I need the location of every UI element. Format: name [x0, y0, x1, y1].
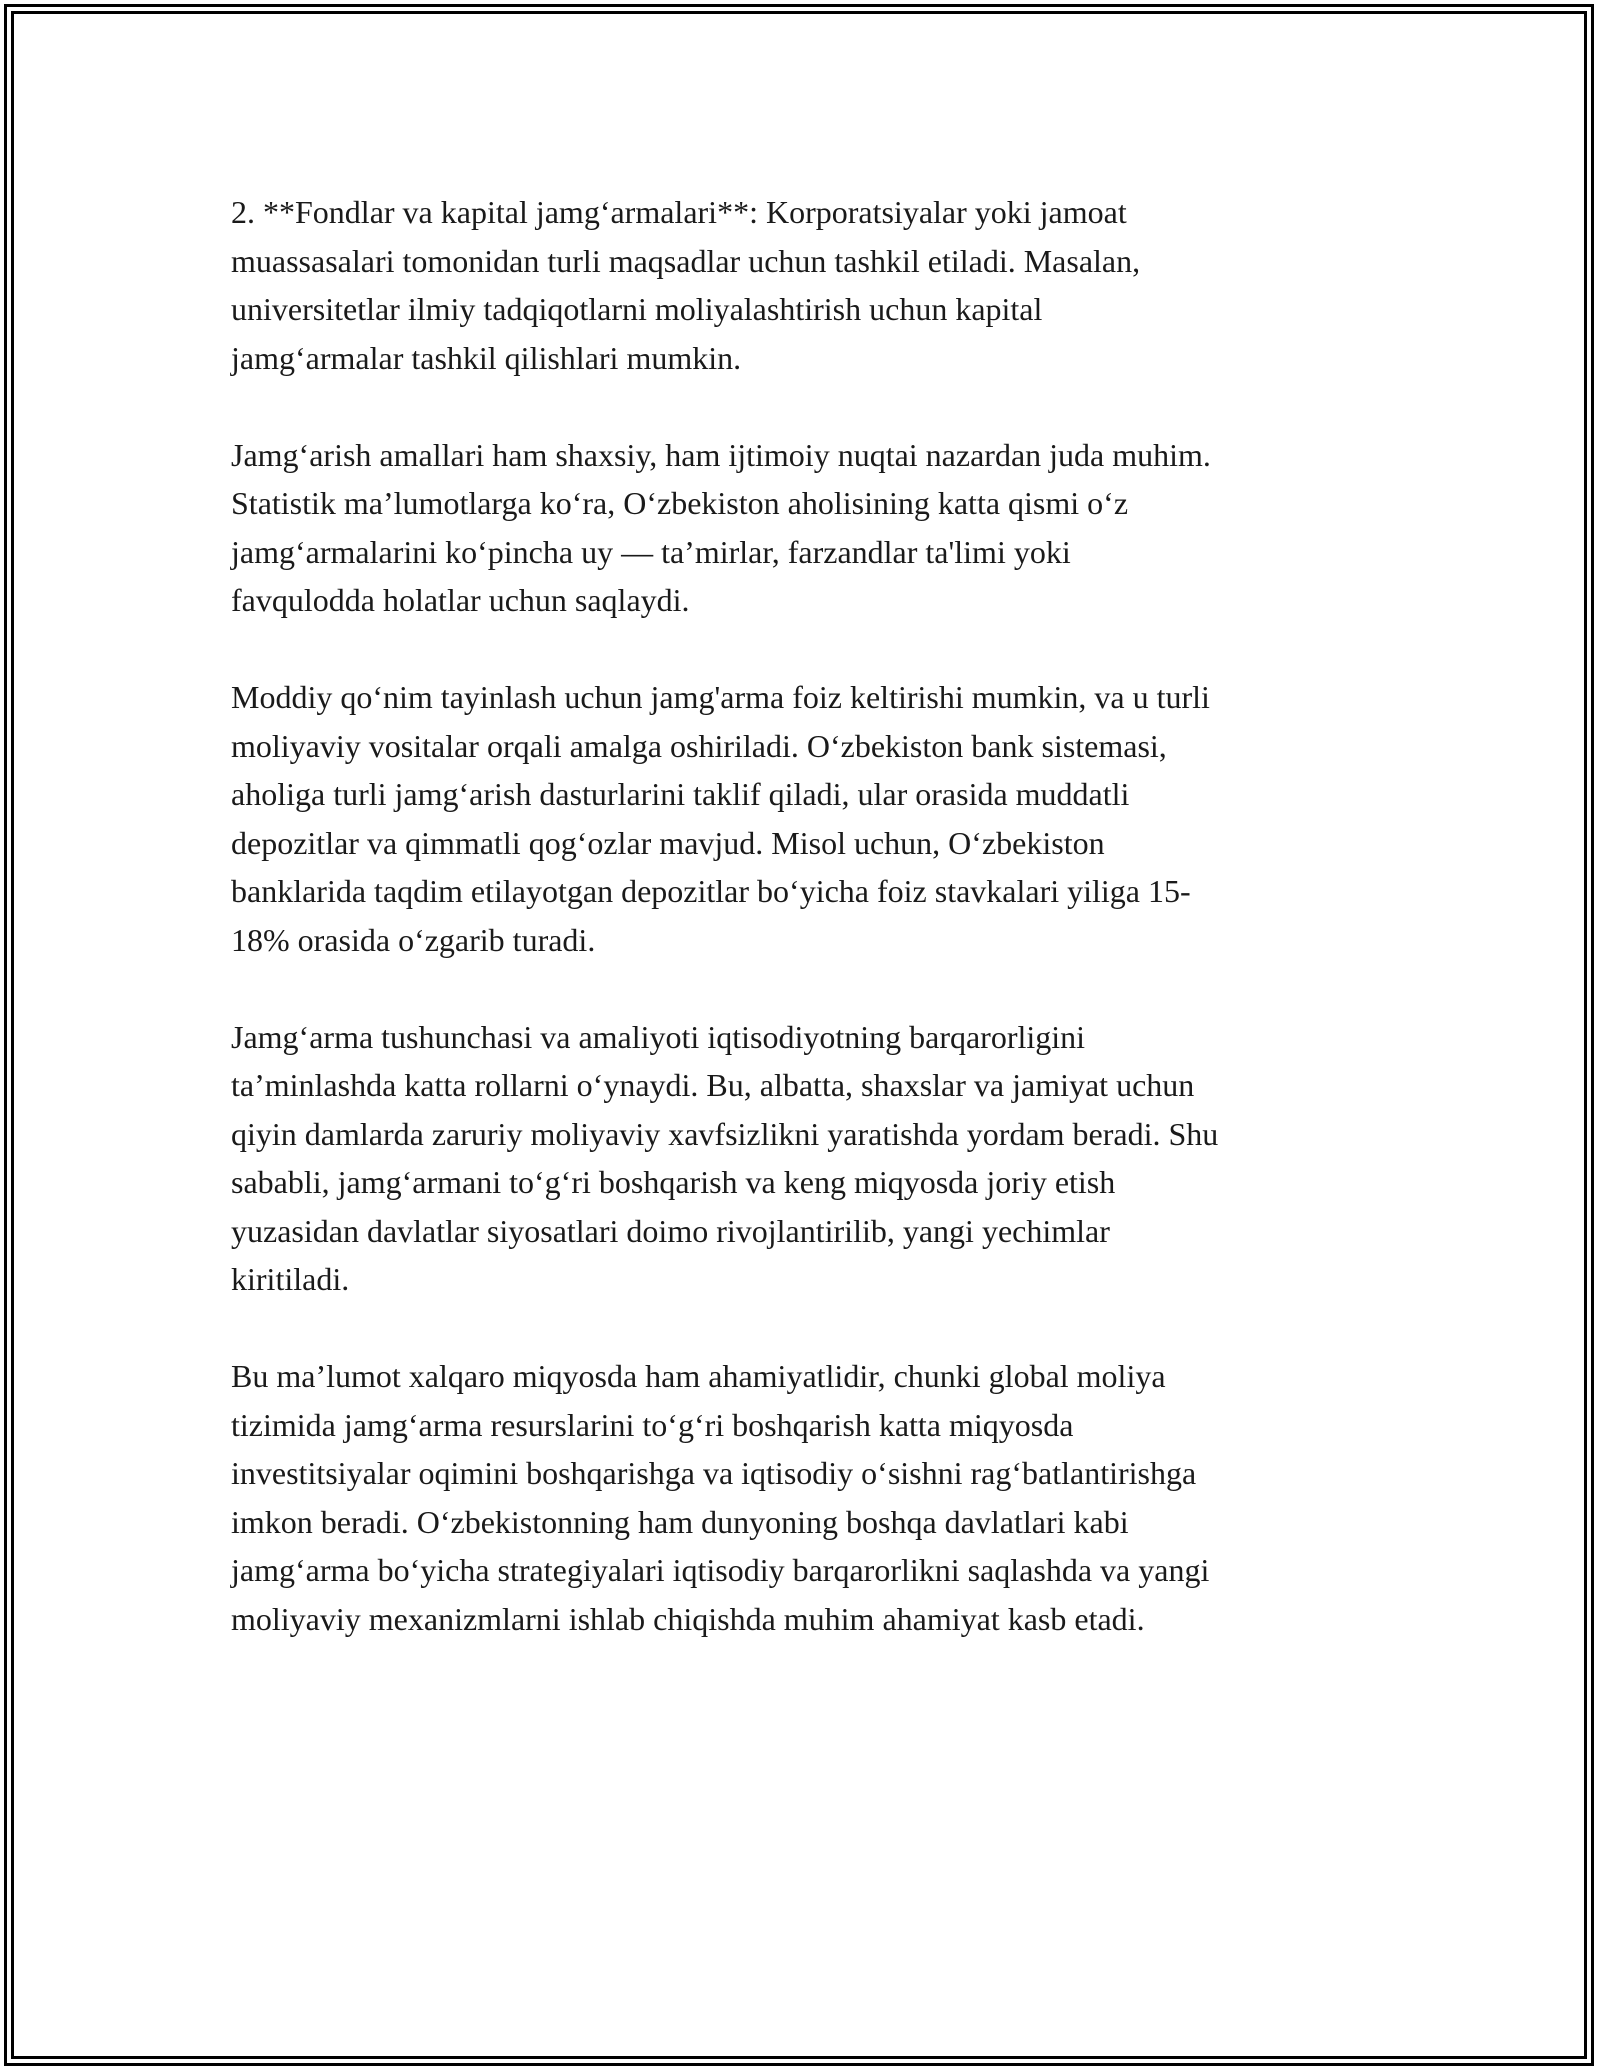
text-line: 18% orasida o‘zgarib turadi. — [231, 921, 596, 958]
text-line: banklarida taqdim etilayotgan depozitlar bo‘yicha foiz stavkalari yiliga 15- — [231, 873, 1191, 909]
paragraph-funds-and-endowments — [231, 188, 1381, 382]
text-line: jamg‘armalarini ko‘pincha uy — ta’mirlar, farzandlar ta'limi yoki — [231, 533, 1071, 570]
paragraph-deposits-and-interest — [231, 673, 1381, 964]
text-line: 2. **Fondlar va kapital jamg‘armalari**: Korporatsiyalar yoki jamoat — [231, 194, 1127, 230]
paragraph-economic-stability — [231, 1013, 1381, 1304]
text-line: investitsiyalar oqimini boshqarishga va iqtisodiy o‘sishni rag‘batlantirishga — [231, 1455, 1197, 1491]
text-line: ta’minlashda katta rollarni o‘ynaydi. Bu, albatta, shaxslar va jamiyat uchun — [231, 1067, 1195, 1103]
text-line: jamg‘arma bo‘yicha strategiyalari iqtisodiy barqarorlikni saqlashda va yangi — [231, 1552, 1210, 1588]
text-line: imkon beradi. O‘zbekistonning ham dunyoning boshqa davlatlari kabi — [231, 1503, 1129, 1540]
text-line: moliyaviy mexanizmlarni ishlab chiqishda muhim ahamiyat kasb etadi. — [231, 1600, 1145, 1637]
text-line: aholiga turli jamg‘arish dasturlarini taklif qiladi, ular orasida muddatli — [231, 776, 1130, 812]
text-line: Statistik ma’lumotlarga ko‘ra, O‘zbekiston aholisining katta qismi o‘z — [231, 485, 1129, 521]
document-body — [231, 188, 1381, 1643]
text-line: depozitlar va qimmatli qog‘ozlar mavjud. Misol uchun, O‘zbekiston — [231, 824, 1105, 861]
text-line: tizimida jamg‘arma resurslarini to‘g‘ri boshqarish katta miqyosda — [231, 1406, 1074, 1443]
text-line: kiritiladi. — [231, 1261, 350, 1297]
text-line: favqulodda holatlar uchun saqlaydi. — [231, 582, 690, 618]
paragraph-saving-importance — [231, 431, 1381, 625]
text-line: jamg‘armalar tashkil qilishlari mumkin. — [231, 339, 742, 376]
text-line: sababli, jamg‘armani to‘g‘ri boshqarish va keng miqyosda joriy etish — [231, 1164, 1116, 1200]
paragraph-international-significance — [231, 1352, 1381, 1643]
text-line: Jamg‘arma tushunchasi va amaliyoti iqtisodiyotning barqarorligini — [231, 1018, 1086, 1055]
text-line: qiyin damlarda zaruriy moliyaviy xavfsizlikni yaratishda yordam beradi. Shu — [231, 1115, 1219, 1152]
text-line: Bu ma’lumot xalqaro miqyosda ham ahamiyatlidir, chunki global moliya — [231, 1358, 1166, 1394]
text-line: moliyaviy vositalar orqali amalga oshiriladi. O‘zbekiston bank sistemasi, — [231, 727, 1167, 764]
text-line: universitetlar ilmiy tadqiqotlarni moliyalashtirish uchun kapital — [231, 291, 1043, 327]
text-line: muassasalari tomonidan turli maqsadlar uchun tashkil etiladi. Masalan, — [231, 242, 1141, 279]
text-line: Moddiy qo‘nim tayinlash uchun jamg'arma foiz keltirishi mumkin, va u turli — [231, 679, 1210, 715]
text-line: yuzasidan davlatlar siyosatlari doimo rivojlantirilib, yangi yechimlar — [231, 1212, 1110, 1249]
text-line: Jamg‘arish amallari ham shaxsiy, ham ijtimoiy nuqtai nazardan juda muhim. — [231, 436, 1211, 473]
